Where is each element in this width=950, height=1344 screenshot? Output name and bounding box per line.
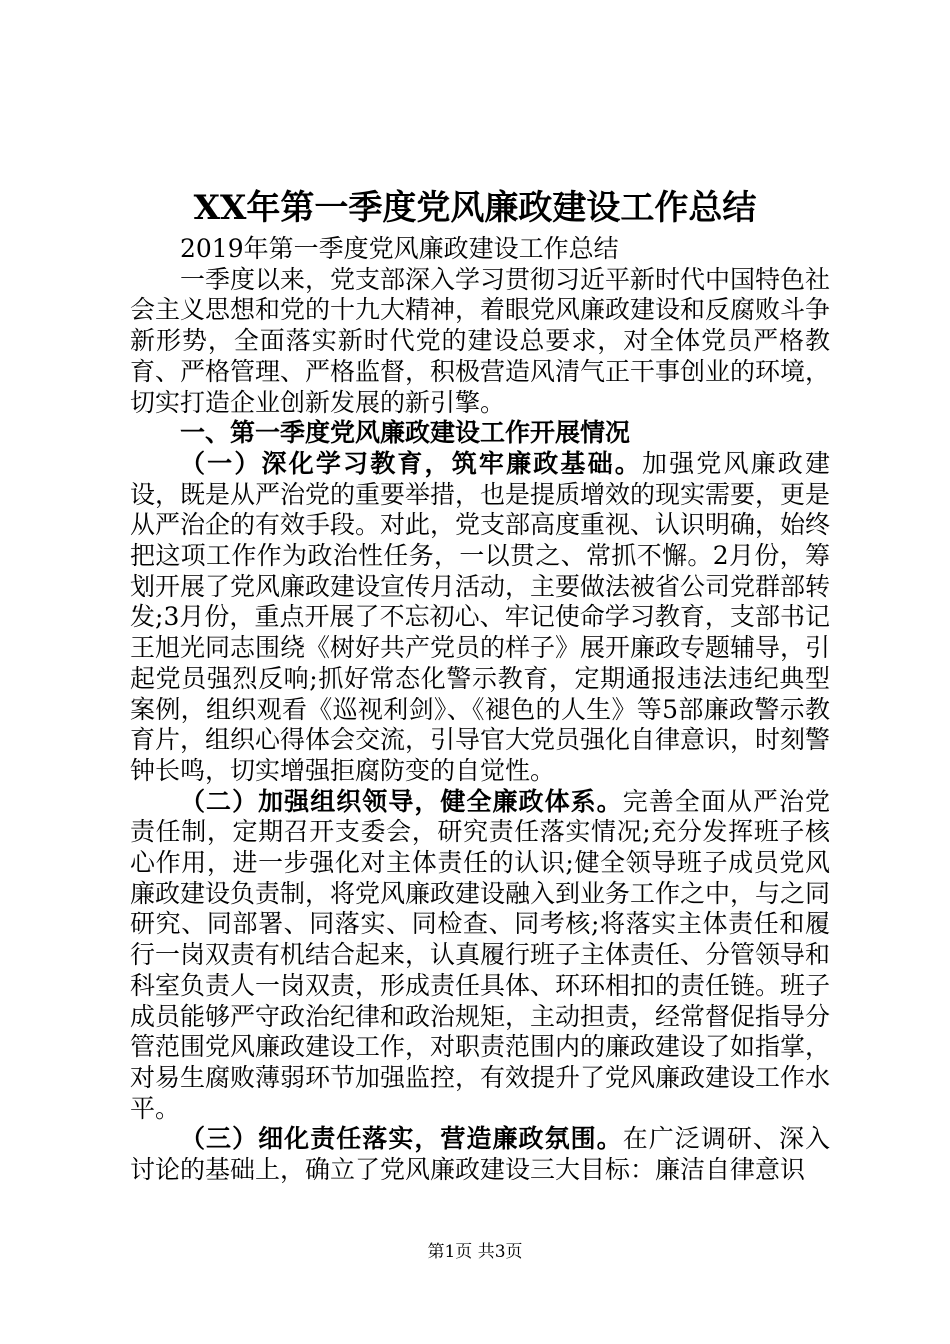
item-lead-2: （二）加强组织领导，健全廉政体系。 [180,786,623,816]
item-text-2: 完善全面从严治党责任制，定期召开支委会，研究责任落实情况;充分发挥班子核心作用，进一步强化对主体责任的认识;健全领导班子成员党风廉政建设负责制，将党风廉政建设融入到业务工作之中，与之同研究、同部署、同落实、同检查、同考核;将落实主体责任和履行一岗双责有机结合起来，认真履行班子主体责任、分管领导和科室负责人一岗双责，形成责任具体、环环相扣的责任链。班子成员能够严守政治纪律和政治规矩，主动担责，经常督促指导分管范围党风廉政建设工作，对职责范围内的廉政建设了如指掌，对易生腐败薄弱环节加强监控，有效提升了党风廉政建设工作水平。 [130,786,831,1123]
document-subtitle: 2019年第一季度党风廉政建设工作总结 [180,234,619,263]
item-paragraph-2 [130,787,830,1125]
document-body [130,234,830,1186]
item-lead-1: （一）深化学习教育，筑牢廉政基础。 [180,448,642,478]
item-text-3: 在广泛调研、深入讨论的基础上，确立了党风廉政建设三大目标：廉洁自律意识 [130,1124,830,1185]
item-paragraph-3 [130,1124,830,1185]
intro-paragraph: 一季度以来，党支部深入学习贯彻习近平新时代中国特色社会主义思想和党的十九大精神，着眼党风廉政建设和反腐败斗争新形势，全面落实新时代党的建设总要求，对全体党员严格教育、严格管理、严格监督，积极营造风清气正干事创业的环境，切实打造企业创新发展的新引擎。 [130,264,831,417]
document-title: XX年第一季度党风廉政建设工作总结 [193,188,757,228]
item-paragraph-1 [130,449,830,787]
page-footer: 第1页 共3页 [427,1242,523,1262]
section-heading: 一、第一季度党风廉政建设工作开展情况 [180,418,631,448]
item-lead-3: （三）细化责任落实，营造廉政氛围。 [180,1124,623,1154]
item-text-1: 加强党风廉政建设，既是从严治党的重要举措，也是提质增效的现实需要，更是从严治企的有效手段。对此，党支部高度重视、认识明确，始终把这项工作作为政治性任务，一以贯之、常抓不懈。2月份，筹划开展了党风廉政建设宣传月活动，主要做法被省公司党群部转发;3月份，重点开展了不忘初心、牢记使命学习教育，支部书记王旭光同志围绕《树好共产党员的样子》展开廉政专题辅导，引起党员强烈反响;抓好常态化警示教育，定期通报违法违纪典型案例，组织观看《巡视利剑》、《褪色的人生》等5部廉政警示教育片，组织心得体会交流，引导官大党员强化自律意识，时刻警钟长鸣，切实增强拒腐防变的自觉性。 [130,448,831,785]
